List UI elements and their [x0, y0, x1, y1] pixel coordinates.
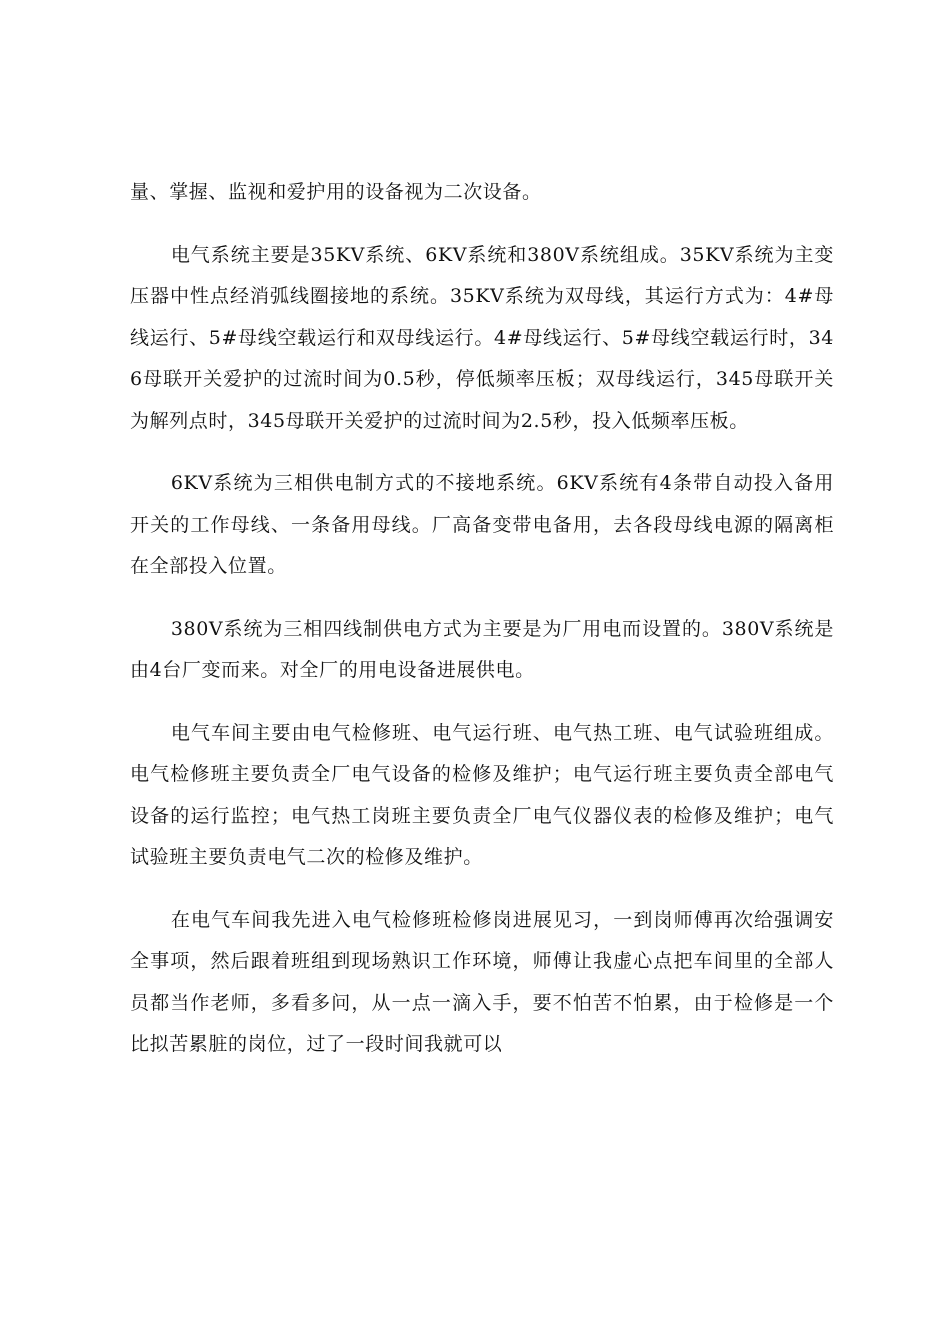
paragraph-electrical-workshop: 电气车间主要由电气检修班、电气运行班、电气热工班、电气试验班组成。电气检修班主要负责全厂电气设备的检修及维护；电气运行班主要负责全部电气设备的运行监控；电气热工岗班主要负责全厂电气仪器仪表的检修及维护；电气试验班主要负责电气二次的检修及维护。	[130, 721, 834, 868]
paragraph-continuation: 量、掌握、监视和爱护用的设备视为二次设备。	[130, 181, 542, 203]
document-body	[130, 183, 834, 1087]
paragraph-internship: 在电气车间我先进入电气检修班检修岗进展见习，一到岗师傅再次给强调安全事项，然后跟着班组到现场熟识工作环境，师傅让我虚心点把车间里的全部人员都当作老师，多看多问，从一点一滴入手，要不怕苦不怕累，由于检修是一个比拟苦累脏的岗位，过了一段时间我就可以	[130, 908, 834, 1055]
paragraph-380v-system: 380V系统为三相四线制供电方式为主要是为厂用电而设置的。380V系统是由4台厂变而来。对全厂的用电设备进展供电。	[130, 617, 834, 681]
paragraph-6kv-system: 6KV系统为三相供电制方式的不接地系统。6KV系统有4条带自动投入备用开关的工作母线、一条备用母线。厂高备变带电备用，去各段母线电源的隔离柜在全部投入位置。	[130, 472, 834, 577]
paragraph-electrical-system: 电气系统主要是35KV系统、6KV系统和380V系统组成。35KV系统为主变压器中性点经消弧线圈接地的系统。35KV系统为双母线，其运行方式为：4#母线运行、5#母线空载运行和双母线运行。4#母线运行、5#母线空载运行时，346母联开关爱护的过流时间为0.5秒，停低频率压板；双母线运行，345母联开关为解列点时，345母联开关爱护的过流时间为2.5秒，投入低频率压板。	[130, 243, 834, 432]
